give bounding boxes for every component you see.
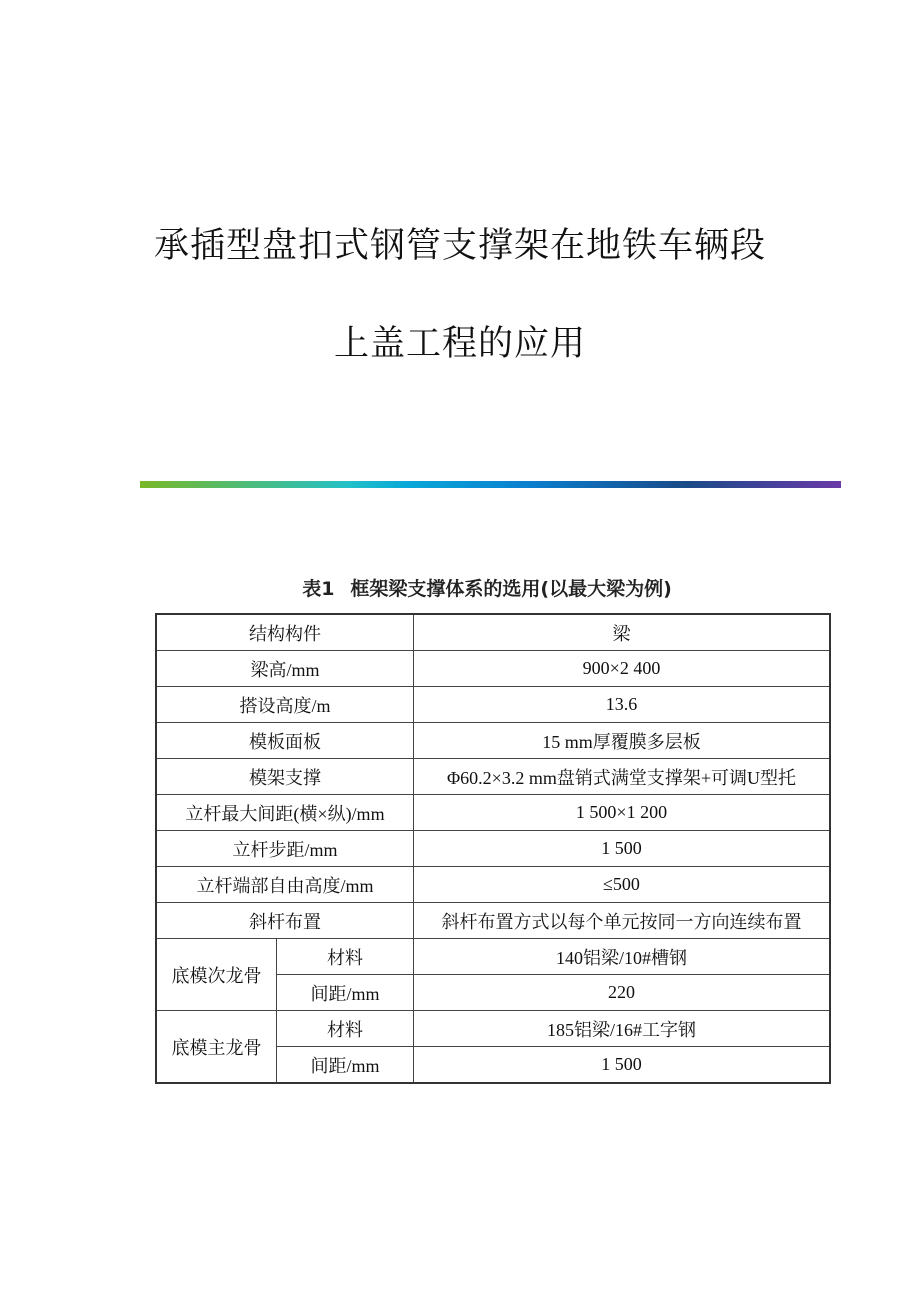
group-label: 底模次龙骨 [156,939,277,1011]
sub-label: 间距/mm [277,975,414,1011]
table-row [156,651,830,687]
title-line-2: 上盖工程的应用 [333,324,586,364]
table-row [156,687,830,723]
table-row [156,831,830,867]
row-value: 13.6 [414,687,831,723]
data-table [155,613,831,1084]
row-value: 斜杆布置方式以每个单元按同一方向连续布置 [414,903,831,939]
row-value: 15 mm厚覆膜多层板 [414,723,831,759]
table-caption-text: 框架梁支撑体系的选用(以最大梁为例) [350,578,672,600]
row-label: 模板面板 [156,723,414,759]
table-row [156,759,830,795]
row-value: ≤500 [414,867,831,903]
row-label: 斜杆布置 [156,903,414,939]
row-value: 220 [414,975,831,1011]
row-value: 1 500 [414,831,831,867]
table-row [156,1011,830,1047]
table-label: 表1 [302,578,335,600]
table-row [156,867,830,903]
table-row [156,903,830,939]
row-value: 185铝梁/16#工字钢 [414,1011,831,1047]
row-value: 140铝梁/10#槽钢 [414,939,831,975]
row-label: 结构构件 [156,614,414,651]
row-label: 立杆端部自由高度/mm [156,867,414,903]
row-label: 立杆最大间距(横×纵)/mm [156,795,414,831]
sub-label: 间距/mm [277,1047,414,1084]
row-label: 搭设高度/m [156,687,414,723]
table-row [156,723,830,759]
row-value: 900×2 400 [414,651,831,687]
table-row [156,614,830,651]
gradient-divider [140,481,841,488]
sub-label: 材料 [277,1011,414,1047]
table-row [156,939,830,975]
row-value: Φ60.2×3.2 mm盘销式满堂支撑架+可调U型托 [414,759,831,795]
row-value: 1 500 [414,1047,831,1084]
title-line-1: 承插型盘扣式钢管支撑架在地铁车辆段 [153,226,766,266]
row-value: 梁 [414,614,831,651]
row-label: 模架支撑 [156,759,414,795]
table-caption [0,574,920,601]
table-row [156,795,830,831]
row-label: 立杆步距/mm [156,831,414,867]
group-label: 底模主龙骨 [156,1011,277,1084]
sub-label: 材料 [277,939,414,975]
row-value: 1 500×1 200 [414,795,831,831]
row-label: 梁高/mm [156,651,414,687]
